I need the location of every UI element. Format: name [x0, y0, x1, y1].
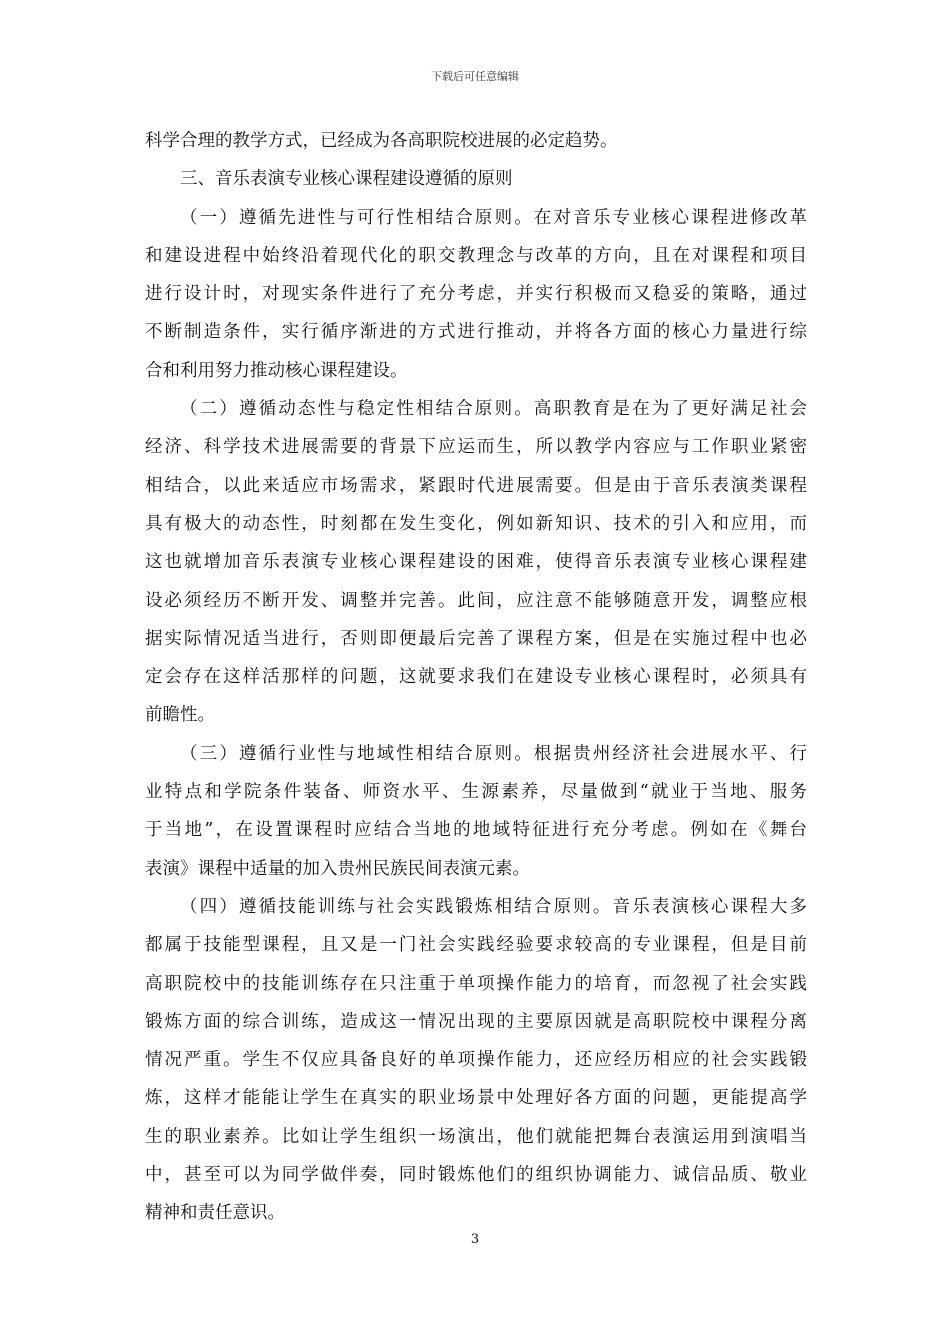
text-line: 于当地”，在设置课程时应结合当地的地域特征进行充分考虑。例如在《舞台 [145, 820, 807, 841]
text-line: 精神和责任意识。 [145, 1203, 285, 1224]
text-line: 锻炼方面的综合训练，造成这一情况出现的主要原因就是高职院校中课程分离 [145, 1011, 807, 1032]
text-line: 情况严重。学生不仅应具备良好的单项操作能力，还应经历相应的社会实践锻 [145, 1050, 807, 1071]
text-line: 进行设计时，对现实条件进行了充分考虑，并实行积极而又稳妥的策略，通过 [145, 284, 807, 305]
text-line: 相结合，以此来适应市场需求，紧跟时代进展需要。但是由于音乐表演类课程 [145, 475, 807, 496]
text-line: 不断制造条件，实行循序渐进的方式进行推动，并将各方面的核心力量进行综 [145, 322, 807, 343]
text-line: 前瞻性。 [145, 705, 215, 726]
text-line: 高职院校中的技能训练存在只注重于单项操作能力的培育，而忽视了社会实践 [145, 973, 807, 994]
text-line: 三、音乐表演专业核心课程建设遵循的原则 [180, 169, 513, 190]
text-line: 设必须经历不断开发、调整并完善。此间，应注意不能够随意开发，调整应根 [145, 590, 807, 611]
text-line: （四）遵循技能训练与社会实践锻炼相结合原则。音乐表演核心课程大多 [180, 896, 807, 917]
text-line: （一）遵循先进性与可行性相结合原则。在对音乐专业核心课程进修改革 [180, 207, 807, 228]
text-line: 据实际情况适当进行，否则即便最后完善了课程方案，但是在实施过程中也必 [145, 628, 807, 649]
page-number: 3 [470, 1232, 480, 1247]
text-line: 和建设进程中始终沿着现代化的职交教理念与改革的方向，且在对课程和项目 [145, 245, 807, 266]
text-line: 经济、科学技术进展需要的背景下应运而生，所以教学内容应与工作职业紧密 [145, 437, 807, 458]
text-line: 业特点和学院条件装备、师资水平、生源素养，尽量做到“就业于当地、服务 [145, 782, 807, 803]
text-line: 合和利用努力推动核心课程建设。 [145, 360, 408, 381]
text-line: 具有极大的动态性，时刻都在发生变化，例如新知识、技术的引入和应用，而 [145, 513, 807, 534]
document-body [145, 122, 807, 1233]
text-line: 中，甚至可以为同学做伴奏，同时锻炼他们的组织协调能力、诚信品质、敬业 [145, 1165, 807, 1186]
text-line: 表演》课程中适量的加入贵州民族民间表演元素。 [145, 858, 530, 879]
text-line: （三）遵循行业性与地域性相结合原则。根据贵州经济社会进展水平、行 [180, 743, 807, 764]
text-line: 都属于技能型课程，且又是一门社会实践经验要求较高的专业课程，但是目前 [145, 935, 807, 956]
page-header: 下载后可任意编辑 [431, 70, 519, 83]
text-line: 定会存在这样活那样的问题，这就要求我们在建设专业核心课程时，必须具有 [145, 667, 807, 688]
text-line: 科学合理的教学方式，已经成为各高职院校进展的必定趋势。 [145, 131, 618, 151]
text-line: 这也就增加音乐表演专业核心课程建设的困难，使得音乐表演专业核心课程建 [145, 552, 807, 573]
text-line: （二）遵循动态性与稳定性相结合原则。高职教育是在为了更好满足社会 [180, 399, 807, 420]
text-line: 炼，这样才能能让学生在真实的职业场景中处理好各方面的问题，更能提高学 [145, 1088, 807, 1109]
text-line: 生的职业素养。比如让学生组织一场演出，他们就能把舞台表演运用到演唱当 [145, 1126, 807, 1147]
